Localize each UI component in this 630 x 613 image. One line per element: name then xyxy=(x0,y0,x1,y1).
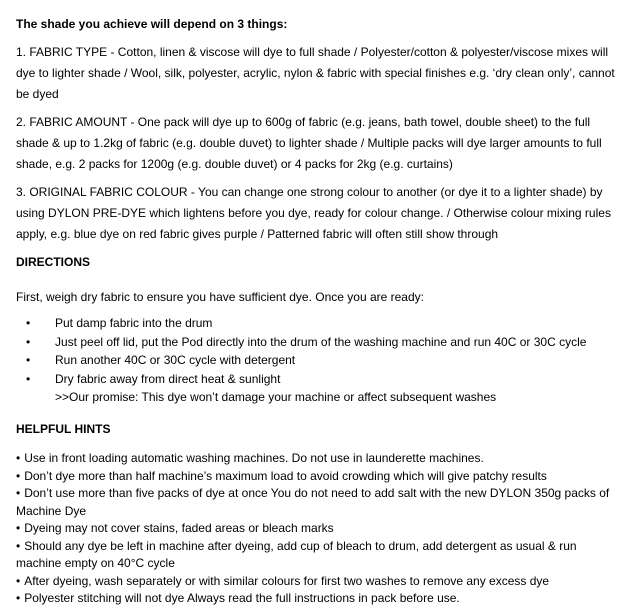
bullet-icon: • xyxy=(26,353,31,367)
factor-paragraph: 2. FABRIC AMOUNT - One pack will dye up to 600g of fabric (e.g. jeans, bath towel, double sheet) to the full shade & up to 1.2kg of fabric (e.g. double duvet) to lighter shade / Multiple packs will dye larger amounts to full shade, e.g. 2 packs for 1200g (e.g. double duvet) or 4 packs for 2kg (e.g. curtains) xyxy=(16,115,602,171)
intro-heading: The shade you achieve will depend on 3 things: xyxy=(16,17,288,31)
bullet-icon: • xyxy=(26,371,31,386)
promise-note: >>Our promise: This dye won’t damage your machine or affect subsequent washes xyxy=(55,390,497,404)
direction-step xyxy=(16,314,616,333)
bullet-icon: • xyxy=(26,334,31,349)
direction-step xyxy=(16,370,616,389)
bullet-icon: • xyxy=(16,573,21,588)
dye-instructions-document xyxy=(16,13,616,608)
factor-paragraph: 3. ORIGINAL FABRIC COLOUR - You can change one strong colour to another (or dye it to a lighter shade) by using DYLON PRE-DYE which lightens before you dye, ready for colour change. / Otherwise colour mixing rules apply, e.g. blue dye on red fabric gives purple / Patterned fabric will often still show through xyxy=(16,185,611,241)
hint-text: Dyeing may not cover stains, faded areas or bleach marks xyxy=(24,521,334,535)
hint-item xyxy=(16,450,616,468)
bullet-icon: • xyxy=(16,521,21,535)
step-text: Run another 40C or 30C cycle with detergent xyxy=(55,353,296,367)
factor-paragraph: 1. FABRIC TYPE - Cotton, linen & viscose will dye to full shade / Polyester/cotton & polyester/viscose mixes will dye to lighter shade / Wool, silk, polyester, acrylic, nylon & fabric with special finishes e.g. ‘dry clean only’, cannot be dyed xyxy=(16,45,615,101)
helpful-hints-heading: HELPFUL HINTS xyxy=(16,421,111,436)
bullet-icon: • xyxy=(16,486,21,500)
hint-text: Polyester stitching will not dye Always read the full instructions in pack before use. xyxy=(24,591,460,605)
step-text: Just peel off lid, put the Pod directly into the drum of the washing machine and run 40C or 30C cycle xyxy=(55,334,587,349)
bullet-icon: • xyxy=(26,316,31,330)
bullet-icon: • xyxy=(16,538,21,553)
helpful-hints-list xyxy=(16,450,616,608)
hint-item xyxy=(16,520,616,538)
hint-text: Use in front loading automatic washing machines. Do not use in launderette machines. xyxy=(24,451,484,465)
hint-text: Don’t use more than five packs of dye at once You do not need to add salt with the new DYLON 350g packs of Machine Dye xyxy=(16,486,610,518)
directions-step-list xyxy=(16,314,616,388)
bullet-icon: • xyxy=(16,591,21,605)
bullet-icon: • xyxy=(16,468,21,483)
hint-item xyxy=(16,485,616,520)
hint-item xyxy=(16,590,616,608)
hint-text: Don’t dye more than half machine’s maximum load to avoid crowding which will give patchy results xyxy=(24,468,547,483)
shade-factors-section xyxy=(16,42,616,245)
hint-item xyxy=(16,538,616,573)
step-text: Put damp fabric into the drum xyxy=(55,316,213,330)
direction-step xyxy=(16,351,616,370)
hint-text: After dyeing, wash separately or with similar colours for first two washes to remove any excess dye xyxy=(24,573,550,588)
directions-intro: First, weigh dry fabric to ensure you have sufficient dye. Once you are ready: xyxy=(16,289,424,304)
bullet-icon: • xyxy=(16,451,21,465)
hint-item xyxy=(16,573,616,591)
hint-text: Should any dye be left in machine after dyeing, add cup of bleach to drum, add detergent as usual & run machine empty on 40°C cycle xyxy=(16,538,577,570)
direction-step xyxy=(16,333,616,352)
directions-heading: DIRECTIONS xyxy=(16,255,91,269)
hint-item xyxy=(16,468,616,486)
step-text: Dry fabric away from direct heat & sunlight xyxy=(55,371,281,386)
